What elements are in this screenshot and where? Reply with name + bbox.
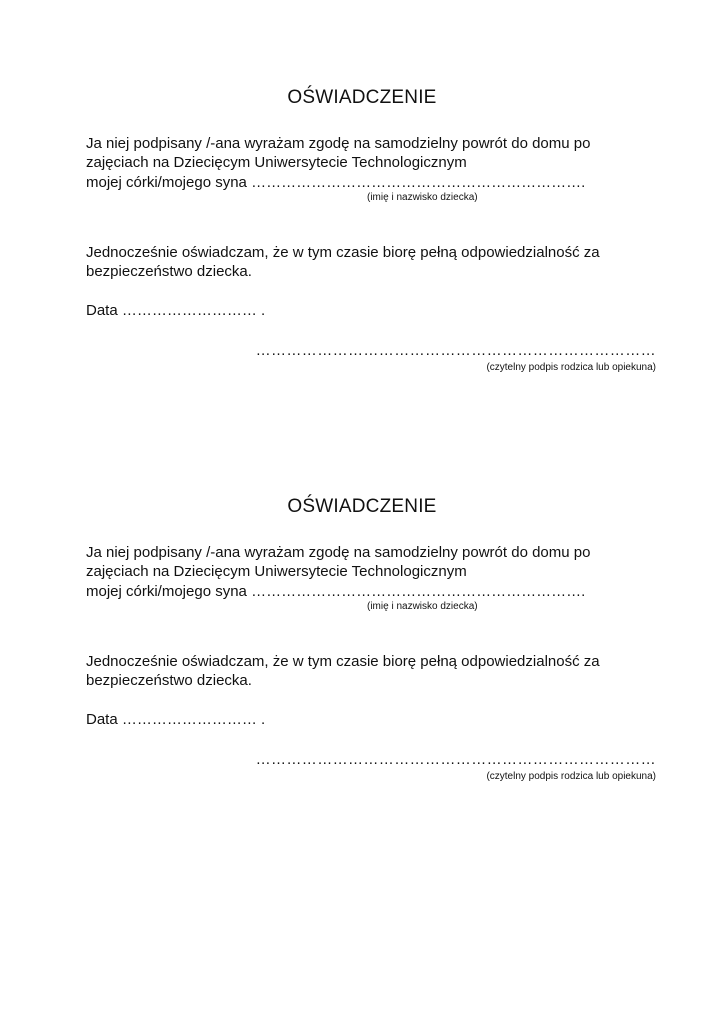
responsibility-text-line-2: bezpieczeństwo dziecka. xyxy=(86,263,252,280)
signature-caption: (czytelny podpis rodzica lub opiekuna) xyxy=(486,362,656,373)
child-name-field: mojej córki/mojego syna …………………………………………………………. xyxy=(86,174,586,191)
date-field: Data ……………………… . xyxy=(86,711,266,728)
date-field: Data ……………………… . xyxy=(86,302,266,319)
declaration-title: OŚWIADCZENIE xyxy=(287,496,437,517)
consent-text-line-2: zajęciach na Dziecięcym Uniwersytecie Technologicznym xyxy=(86,154,467,171)
signature-caption: (czytelny podpis rodzica lub opiekuna) xyxy=(486,771,656,782)
consent-text-line-2: zajęciach na Dziecięcym Uniwersytecie Technologicznym xyxy=(86,563,467,580)
declaration-form-1 xyxy=(0,86,724,416)
child-name-caption: (imię i nazwisko dziecka) xyxy=(367,601,478,612)
consent-text-line-1: Ja niej podpisany /-ana wyrażam zgodę na samodzielny powrót do domu po xyxy=(86,135,591,152)
child-name-field: mojej córki/mojego syna …………………………………………………………. xyxy=(86,583,586,600)
consent-text-line-1: Ja niej podpisany /-ana wyrażam zgodę na samodzielny powrót do domu po xyxy=(86,544,591,561)
child-name-caption: (imię i nazwisko dziecka) xyxy=(367,192,478,203)
responsibility-text-line-1: Jednocześnie oświadczam, że w tym czasie biorę pełną odpowiedzialność za xyxy=(86,244,600,261)
responsibility-text-line-2: bezpieczeństwo dziecka. xyxy=(86,672,252,689)
declaration-title: OŚWIADCZENIE xyxy=(287,87,437,108)
responsibility-text-line-1: Jednocześnie oświadczam, że w tym czasie biorę pełną odpowiedzialność za xyxy=(86,653,600,670)
declaration-form-2 xyxy=(0,495,724,825)
signature-field: …………………………………………………………………… xyxy=(255,342,656,359)
signature-field: …………………………………………………………………… xyxy=(255,751,656,768)
